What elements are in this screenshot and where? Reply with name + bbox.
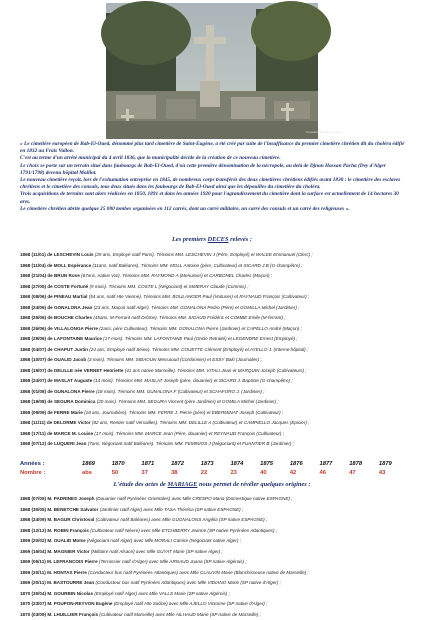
year-cell: 1878 (349, 460, 379, 469)
entry-name: LHUILLIER François (54, 612, 98, 617)
entry-name: MAGNIER Victor (54, 549, 90, 554)
entry-date: 1868 (29/06) de (20, 336, 53, 341)
entry-date: 1868 (24/06) de (20, 305, 53, 310)
count-cell: 43 (379, 469, 409, 478)
entry-details: (Terrassier natif d'Alger) avec Mlle ARNAUD Juana (SP native Algérois) ; (99, 559, 247, 564)
count-cell: 47 (349, 469, 379, 478)
entry-name: PINEAU Martial (54, 294, 87, 299)
entry-details: (18 mois). Témoins MM. GUNALONA F (Cultivateur) et SCHAFORO J. (Jardinier) ; (96, 389, 264, 394)
intro-paragraph: « Le cimetière européen de Bab-El-Oued, dénommé plus tard cimetière de Saint-Eugène, a été créé par suite de l'insuffisance du premier cimetière chrétien dit du choléra édifié en 1832 au Frais Vallon. (20, 141, 408, 155)
entry-name: SEGURA Dominica (54, 399, 95, 404)
deces-entry (20, 282, 416, 293)
deces-entry (20, 439, 416, 450)
deces-entry (20, 418, 416, 429)
entry-details: (3 mois). Témoins MM. SIBAOUN Messaoud (Cordonnier) et ESSY Baki (Journalier) ; (87, 357, 261, 362)
mariage-entry (20, 515, 416, 526)
count-cell: 42 (290, 469, 320, 478)
mariage-entry (20, 557, 416, 568)
entry-name: OUALID Jacob (54, 357, 86, 362)
heading-text: Les premiers (172, 236, 206, 243)
entry-name: DELILLE née VERNET Henriette (54, 368, 123, 373)
entry-details: (Employé natif Hte Saône) avec Mlle AJELLO Victorine (SP native d'Alger) ; (114, 601, 268, 606)
entry-details: (20 mois). Témoins MM. SEGURA Vincent (père Jardinier) et GOMILA Michel (Jardinier) ; (97, 399, 279, 404)
mariage-entry (20, 610, 416, 620)
entry-details: (54 ans, natif Hte Vienne). Témoins MM. BOULANGER Paul (Voiturier) et RAYNAUD François (Cultivateur) ; (89, 294, 310, 299)
entry-name: COSTE Fortuné (54, 284, 88, 289)
entry-date: 1868 (04/07) de (20, 347, 53, 352)
year-cell: 1875 (260, 460, 290, 469)
entry-details: (11ans, natif Baléares). Témoins MM. MOLL Antoine (père, Cultivateur) et SICARD J.B (G-champêtre) ; (92, 263, 302, 268)
entry-name: FERRE Marie (54, 410, 83, 415)
deces-entry (20, 387, 416, 398)
deces-entry (20, 271, 416, 282)
entry-date: 1868 (11/11) de (20, 420, 52, 425)
entry-date: 1869 (06/11) M. (20, 559, 52, 564)
deces-entry (20, 345, 416, 356)
intro-paragraph: C'est au terme d'un arrêté municipal du 4 avril 1836, que la municipalité décide de la création de ce nouveau cimetière. (20, 155, 408, 162)
entry-date: 1868 (10/07) de (20, 357, 53, 362)
mariage-list (20, 494, 416, 620)
deces-entry (20, 366, 416, 377)
entry-details: (41 ans native Marseille). Témoins MM. VITALI Jean et MARQUIN Joseph (Cultivateurs) ; (125, 368, 307, 373)
entry-date: 1868 (17/11) de (20, 431, 52, 436)
entry-details: (7ans, Négociant natif Baléares). Témoins MM. FEMINIOS J (Négociant) et FUANTIER B (Jardinier) ; (88, 441, 294, 446)
mariage-entry (20, 526, 416, 537)
deces-heading (0, 236, 424, 243)
year-cell: 1876 (290, 460, 320, 469)
year-cell: 1872 (171, 460, 201, 469)
cemetery-photo-image (106, 3, 318, 139)
year-cell: 1870 (112, 460, 142, 469)
count-cell: 23 (230, 469, 260, 478)
entry-date: 1868 (21/04) de (20, 273, 53, 278)
entry-details: (24 ans, Employé natif Seine). Témoins MM. COUETTE Clément (Employé) et AYELLO J. (Interne hôpital) ; (89, 347, 308, 352)
entry-name: BRUN Rose (54, 273, 80, 278)
entry-name: MOLL Espérance (54, 263, 91, 268)
entry-date: 1868 (01/08) de (20, 389, 53, 394)
entry-details: (Cultivateur natif Marseille) avec Mlle AILHAUD Marie (SP native de Marseille) ; (99, 612, 261, 617)
entry-name: POUPON-REYVON Eugène (54, 601, 113, 606)
entry-details: (18 ans, Journalière). Témoins MM. FERRE J. Pierre (père) et EBERMINAT Joseph (Cultivateur) ; (84, 410, 283, 415)
deces-entry (20, 397, 416, 408)
years-row (20, 460, 420, 469)
entry-date: 1868 (09/09) de (20, 410, 53, 415)
entry-details: (17 mois). Témoins MM. MARCE Jean (Père, douanier) et REYNAUD François (Cultivateur) ; (94, 431, 284, 436)
mariage-entry (20, 578, 416, 589)
entry-details: (Douanier natif Pyrénées Orientales) avec Mlle CRESPO Maria (Domestique native ESPAGNE) ; (96, 496, 293, 501)
entry-date: 1868 (11/01) de (20, 252, 52, 257)
count-cell: 46 (320, 469, 350, 478)
entry-name: DELORME Victor (53, 420, 90, 425)
entry-date: 1870 (23/07) M. (20, 601, 52, 606)
entry-details: (Conducteur bus natif Pyrénées Atlantiques) avec Mlle VIDIANO Marie (SP native d'Alger) ; (96, 580, 281, 585)
counts-row (20, 469, 420, 478)
deces-entry (20, 334, 416, 345)
entry-date: 1869 (20/02) M. (20, 538, 52, 543)
entry-date: 1868 (26/06) de (20, 326, 53, 331)
intro-paragraph: Trois acquisitions de terrains sont alors réalisées en 1850, 1891 et dans les années 1920 pour l'agrandissement du cimetière dont la surface est actuellement de 14 hectares 30 ares. (20, 191, 408, 205)
entry-date: 1868 (19/08) de (20, 399, 53, 404)
year-cell: 1871 (141, 460, 171, 469)
intro-text (20, 141, 408, 213)
entry-date: 1868 (11/04) de (20, 263, 52, 268)
year-cell: 1877 (320, 460, 350, 469)
entry-date: 1868 (12/12) M. (20, 528, 52, 533)
entry-details: (Conducteur bus natif Pyrénées Atlantiques) avec Mlle CLAUVIN Marie (Blanchisseuse native de Marseille) ; (88, 570, 309, 575)
entry-details: (Jardinier natif Alger) avec Mlle TASA Thérésa (SP native ESPAGNE) ; (100, 507, 244, 512)
entry-name: LESCHEVIN Louis (54, 252, 94, 257)
entry-name: BASTOURRE Jean (53, 580, 94, 585)
entry-date: 1868 (07/12) de (20, 441, 53, 446)
entry-date: 1868 (08/06) de (20, 294, 53, 299)
cemetery-photo (106, 3, 318, 139)
intro-paragraph: Le choix se porte sur un terrain situé dans faubourgs de Bab-El-Oued, d'où cette première dénomination de la nécropole, au delà de Djnan Hassan Pacha (Dey d'Alger 1791/1798) devenu hôpital Maillot. (20, 163, 408, 177)
entry-details: (45ans, M-Ferrant natif Drôme). Témoins MM. SIGAUD Frédéric et COMBE Emile (M-ferrant) ; (93, 315, 285, 320)
mariage-entry (20, 568, 416, 579)
entry-date: 1868 (07/05) M. (20, 496, 52, 501)
entry-name: GUNALONA Pierre (54, 389, 95, 394)
deces-entry (20, 324, 416, 335)
deces-entry (20, 355, 416, 366)
entry-date: 1869 (20/11) M. (20, 580, 52, 585)
count-cell: 37 (141, 469, 171, 478)
entry-name: MASLAT Auguste (54, 378, 92, 383)
mariage-entry (20, 599, 416, 610)
entry-date: 1869 (16/04) M. (20, 549, 52, 554)
deces-entry (20, 292, 416, 303)
mariage-heading (0, 481, 424, 488)
photo-caption: Cimetière de Saint Eugène (306, 130, 342, 134)
entry-name: HONTAS Pierre (53, 570, 86, 575)
count-cell: 40 (260, 469, 290, 478)
year-cell: 1874 (230, 460, 260, 469)
entry-details: (23 ans, Maçon natif Alger). Témoins MM. GONALONA Pedro (Père) et GOMILLA Michel (Jardinier) ; (94, 305, 300, 310)
deces-entry (20, 408, 416, 419)
entry-name: PADRINES Joseph (54, 496, 95, 501)
deces-entry (20, 250, 416, 261)
entry-date: 1870 (30/04) M. (20, 591, 52, 596)
entry-name: ROBIN François (54, 528, 89, 533)
entry-details: (14 mois). Témoins MM. MASLAT Joseph (père, douanier) et SICARD J. Baptiste (G-champêtre) ; (94, 378, 293, 383)
entry-details: (9 mois). Témoins MM. COSTE L (Négociant) et SIMERAY Claude (Commis) ; (89, 284, 248, 289)
count-cell: 22 (201, 469, 231, 478)
entry-date: 1868 (30/05) M. (20, 507, 52, 512)
heading-term: DECES (208, 236, 229, 243)
count-cell: abs (82, 469, 112, 478)
entry-details: (67ans, native Var). Témoins MM. RAYMOND A (Menuisier) et CARBONEL Charles (Maçon) ; (81, 273, 272, 278)
intro-paragraph: Le nouveau cimetière reçoit, lors de l'exhumation entreprise en 1845, de nombreux corps transférés des deux cimetières chrétiens édifiés avant 1830 : le cimetière des esclaves chrétiens et le cimetière des consuls, tous deux situés dans les faubourgs de Bab-El-Oued ainsi que les dépouilles du cimetière du choléra. (20, 177, 408, 191)
deces-entry (20, 429, 416, 440)
deces-entry (20, 376, 416, 387)
entry-date: 1868 (27/05) de (20, 284, 53, 289)
mariage-entry (20, 589, 416, 600)
entry-name: OUALID Moïse (54, 538, 86, 543)
entry-name: MARCE M. Louise (54, 431, 93, 436)
yearly-counts (20, 460, 420, 477)
entry-name: LAFONTAINE Maurice (54, 336, 102, 341)
deces-list (20, 250, 416, 450)
entry-name: GONALONA Jean (54, 305, 92, 310)
deces-entry (20, 313, 416, 324)
year-cell: 1879 (379, 460, 409, 469)
heading-text: nous permet de révéler quelques origines : (199, 481, 310, 488)
entry-name: LUQUERI Jean (54, 441, 86, 446)
entry-name: LEFRANCOIS Pierre (53, 559, 97, 564)
entry-details: (82 ans, Rentier natif Versailles). Témoins MM. DELILLE A (Cultivateur) et CAMPIELLO Jacques (Epicier) ; (92, 420, 310, 425)
heading-text: relevés : (230, 236, 252, 243)
entry-details: (2ans, père Cultivateur). Témoins MM. GONALONA Pierre (Jardinier) et CAPELLO André (Maçon) ; (99, 326, 302, 331)
entry-date: 1868 (24/07) de (20, 378, 53, 383)
entry-name: GOURBIN Nicolas (54, 591, 93, 596)
mariage-entry (20, 494, 416, 505)
heading-term: MARIAGE (168, 481, 198, 488)
entry-date: 1869 (20/11) M. (20, 570, 52, 575)
entry-name: BAGUR Christoval (54, 517, 95, 522)
entry-details: (Négociant natif Alger) avec Mlle MORALI Camire (Négociant native Alger) ; (87, 538, 241, 543)
counts-label: Nombre : (20, 469, 82, 478)
entry-name: CHAPUT Justin (54, 347, 88, 352)
count-cell: 50 (112, 469, 142, 478)
count-cell: 38 (171, 469, 201, 478)
mariage-entry (20, 505, 416, 516)
entry-name: VILLALONGA Pierre (54, 326, 98, 331)
entry-details: (Cultivateur natif Baléares) avec Mlle GUGNALONS Angélia (SP native ESPAGNE) ; (96, 517, 268, 522)
entry-details: (17 mois). Témoins MM. LAFONTAINE Paul (Oncle Retraité) et LEGENDRE Ernest (Employé) ; (103, 336, 297, 341)
years-label: Années : (20, 460, 82, 469)
deces-entry (20, 261, 416, 272)
heading-text: L'étude des actes de (114, 481, 166, 488)
mariage-entry (20, 547, 416, 558)
entry-date: 1868 (25/06) de (20, 315, 53, 320)
entry-name: BENETCHE Salvator (54, 507, 99, 512)
entry-details: (Militaire natif Alsace) avec Mlle GUYAT Marie (SP native Alger) ; (91, 549, 223, 554)
entry-date: 1868 (24/09) M. (20, 517, 52, 522)
entry-date: 1868 (19/07) de (20, 368, 53, 373)
year-cell: 1869 (82, 460, 112, 469)
entry-details: (29 ans, Employé natif Paris). Témoins MM. LESCHEVIN J (Père, Employé) et WALEE Emmanuel (Clerc) ; (95, 252, 313, 257)
year-cell: 1873 (201, 460, 231, 469)
entry-name: BOUCHE Charles (54, 315, 92, 320)
entry-details: (Employé natif Alger) avec Mlle VALLS Marie (SP native Algérois) ; (94, 591, 230, 596)
entry-date: 1870 (03/09) M. (20, 612, 52, 617)
mariage-entry (20, 536, 416, 547)
deces-entry (20, 303, 416, 314)
entry-details: (Cultivateur natif Nièvre) avec Mlle ETCHBERRY Jeanne (SP native Pyrénées Atlantiques) ; (90, 528, 277, 533)
intro-paragraph: Le cimetière chrétien abrite quelque 25 000 tombes organisées en 112 carrés, dont un carré militaire, un carré des consuls et un carré des religieuses ». (20, 206, 408, 213)
